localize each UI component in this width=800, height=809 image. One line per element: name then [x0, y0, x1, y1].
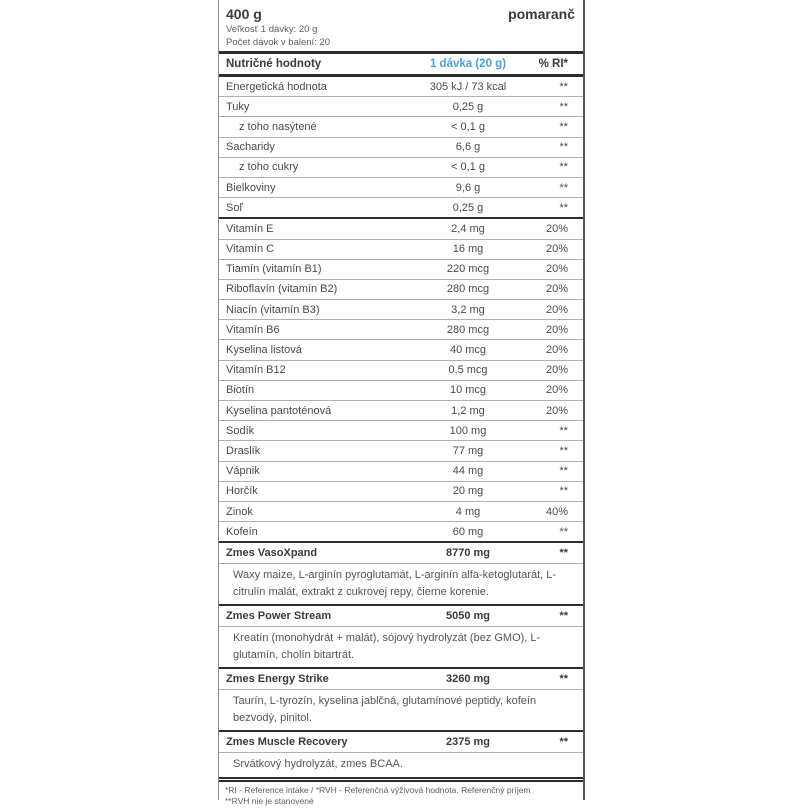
- nutrient-label: z toho nasýtené: [239, 120, 317, 133]
- nutrient-label: Zinok: [226, 505, 253, 518]
- nutrient-value: 60 mg: [452, 525, 484, 538]
- nutrient-row: [219, 339, 583, 359]
- nutrient-label: Sodík: [226, 424, 255, 437]
- nutrient-label: Vitamín C: [226, 243, 275, 256]
- nutrient-ri: **: [559, 141, 568, 154]
- blend-ingredients-row: Srvátkový hydrolyzát, zmes BCAA.: [219, 752, 583, 777]
- nutrient-row: [219, 380, 583, 400]
- nutrient-row: [219, 279, 583, 299]
- column-header-name: Nutričné hodnoty: [226, 58, 322, 70]
- nutrient-value: 8770 mg: [445, 547, 491, 560]
- nutrient-value: 6,6 g: [455, 141, 481, 154]
- nutrient-ri: **: [559, 547, 568, 560]
- nutrient-row: [219, 461, 583, 481]
- nutrient-row: [219, 420, 583, 440]
- nutrition-label-card: [218, 0, 585, 806]
- column-header-per-serving: 1 dávka (20 g): [429, 58, 507, 70]
- servings-count-note: Počet dávok v balení: 20: [226, 37, 331, 48]
- nutrient-label: Riboflavín (vitamín B2): [226, 283, 338, 296]
- nutrient-row: [219, 360, 583, 380]
- nutrient-ri: 20%: [545, 384, 568, 397]
- nutrient-ri: **: [559, 444, 568, 457]
- nutrient-row: [219, 481, 583, 501]
- nutrient-row: [219, 501, 583, 521]
- nutrient-row: [219, 137, 583, 157]
- product-flavor: pomaranč: [508, 6, 575, 22]
- nutrient-value: 5050 mg: [445, 610, 491, 623]
- nutrient-label: Tiamín (vitamín B1): [226, 263, 322, 276]
- nutrient-ri: **: [559, 465, 568, 478]
- nutrient-value: < 0,1 g: [451, 120, 485, 133]
- nutrient-label: Kyselina listová: [226, 344, 302, 357]
- nutrient-row: [219, 116, 583, 136]
- blend-row: [219, 730, 583, 752]
- nutrient-label: Horčík: [226, 485, 258, 498]
- nutrient-row: [219, 440, 583, 460]
- nutrient-value: 100 mg: [449, 424, 487, 437]
- nutrient-ri: 20%: [545, 283, 568, 296]
- nutrient-label: Draslík: [226, 444, 261, 457]
- nutrient-ri: **: [559, 485, 568, 498]
- nutrient-row: [219, 77, 583, 96]
- nutrient-ri: **: [559, 80, 568, 93]
- blend-row: [219, 604, 583, 626]
- nutrient-label: Niacín (vitamín B3): [226, 303, 320, 316]
- nutrient-label: Zmes Muscle Recovery: [226, 736, 348, 749]
- nutrient-value: < 0,1 g: [451, 161, 485, 174]
- serving-size-note: Veľkosť 1 dávky: 20 g: [226, 24, 318, 35]
- nutrient-value: 0,25 g: [452, 100, 484, 113]
- nutrient-label: Kofeín: [226, 525, 258, 538]
- table-header-row: [219, 51, 583, 77]
- blend-ingredients-row: Taurín, L-tyrozín, kyselina jablčná, glutamínové peptidy, kofeín bezvodý, pinitol.: [219, 689, 583, 730]
- nutrient-row: [219, 400, 583, 420]
- nutrient-value: 16 mg: [452, 243, 484, 256]
- nutrient-value: 40 mcg: [449, 344, 487, 357]
- footnote-line-2: **RVH nie je stanovené: [225, 795, 314, 806]
- nutrient-value: 220 mcg: [446, 263, 490, 276]
- nutrient-row: [219, 239, 583, 259]
- nutrient-label: Soľ: [226, 201, 243, 214]
- column-header-ri: % RI*: [538, 58, 568, 70]
- blend-ingredients-row: Kreatín (monohydrát + malát), sójový hydrolyzát (bez GMO), L-glutamín, cholín bitartrát.: [219, 626, 583, 667]
- nutrient-ri: 20%: [545, 323, 568, 336]
- nutrient-row: [219, 197, 583, 217]
- nutrient-ri: **: [559, 610, 568, 623]
- nutrient-value: 77 mg: [452, 444, 484, 457]
- nutrition-table-body: [219, 77, 583, 777]
- label-header: [219, 0, 583, 51]
- nutrient-ri: **: [559, 181, 568, 194]
- nutrient-ri: 20%: [545, 243, 568, 256]
- nutrient-ri: 20%: [545, 303, 568, 316]
- nutrient-label: Biotín: [226, 384, 255, 397]
- nutrient-ri: 20%: [545, 364, 568, 377]
- nutrient-ri: **: [559, 120, 568, 133]
- nutrient-ri: **: [559, 525, 568, 538]
- nutrient-value: 0,25 g: [452, 201, 484, 214]
- footnotes: [219, 777, 583, 809]
- nutrient-label: Vitamín B6: [226, 323, 280, 336]
- nutrient-label: Kyselina pantoténová: [226, 404, 332, 417]
- nutrient-label: Zmes Power Stream: [226, 610, 332, 623]
- nutrient-value: 3,2 mg: [451, 303, 485, 316]
- nutrient-label: z toho cukry: [239, 161, 299, 174]
- blend-row: [219, 667, 583, 689]
- nutrient-ri: 20%: [545, 222, 568, 235]
- nutrient-value: 280 mcg: [446, 283, 490, 296]
- nutrient-label: Bielkoviny: [226, 181, 276, 194]
- nutrient-label: Sacharidy: [226, 141, 275, 154]
- nutrient-value: 10 mcg: [449, 384, 487, 397]
- nutrient-value: 2375 mg: [445, 736, 491, 749]
- nutrient-label: Vápnik: [226, 465, 260, 478]
- nutrient-row: [219, 217, 583, 238]
- product-weight: 400 g: [226, 6, 262, 22]
- nutrient-value: 20 mg: [452, 485, 484, 498]
- nutrient-row: [219, 299, 583, 319]
- blend-row: [219, 541, 583, 563]
- nutrient-value: 44 mg: [452, 465, 484, 478]
- nutrient-ri: 40%: [545, 505, 568, 518]
- nutrient-label: Vitamín B12: [226, 364, 286, 377]
- nutrient-row: [219, 259, 583, 279]
- nutrient-value: 305 kJ / 73 kcal: [429, 80, 507, 93]
- nutrient-value: 3260 mg: [445, 673, 491, 686]
- nutrient-row: [219, 157, 583, 177]
- nutrient-row: [219, 96, 583, 116]
- blend-ingredients-row: Waxy maize, L-arginín pyroglutamát, L-arginín alfa-ketoglutarát, L-citrulín malát, extrakt z cukrovej repy, čierne korenie.: [219, 563, 583, 604]
- nutrient-ri: **: [559, 100, 568, 113]
- nutrient-label: Tuky: [226, 100, 250, 113]
- nutrient-value: 0,5 mcg: [448, 364, 488, 377]
- nutrient-ri: **: [559, 673, 568, 686]
- footnote-line-1: *RI - Reference intake / *RVH - Referenčná výživová hodnota. Referenčný príjem: [225, 784, 531, 795]
- nutrient-ri: **: [559, 161, 568, 174]
- nutrient-value: 1,2 mg: [451, 404, 485, 417]
- nutrient-ri: 20%: [545, 344, 568, 357]
- nutrient-value: 4 mg: [455, 505, 481, 518]
- nutrient-value: 9,6 g: [455, 181, 481, 194]
- nutrient-ri: 20%: [545, 404, 568, 417]
- nutrient-row: [219, 319, 583, 339]
- nutrient-label: Vitamín E: [226, 222, 274, 235]
- nutrient-value: 2,4 mg: [451, 222, 485, 235]
- nutrient-row: [219, 177, 583, 197]
- nutrient-ri: **: [559, 424, 568, 437]
- nutrient-ri: 20%: [545, 263, 568, 276]
- nutrient-label: Zmes VasoXpand: [226, 547, 318, 560]
- nutrient-value: 280 mcg: [446, 323, 490, 336]
- nutrient-row: [219, 521, 583, 541]
- nutrient-label: Energetická hodnota: [226, 80, 327, 93]
- nutrient-ri: **: [559, 736, 568, 749]
- nutrient-label: Zmes Energy Strike: [226, 673, 329, 686]
- nutrient-ri: **: [559, 201, 568, 214]
